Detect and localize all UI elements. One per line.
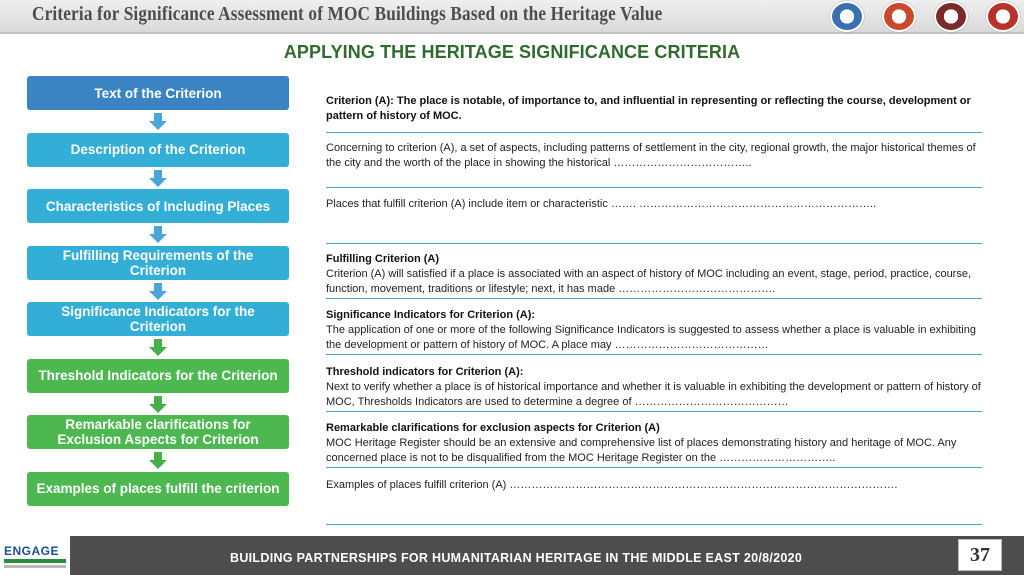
row-heading: Threshold indicators for Criterion (A):	[326, 365, 524, 378]
row-divider	[326, 298, 982, 299]
footer-bar	[0, 536, 1024, 575]
organization-seal-icon	[986, 1, 1020, 32]
down-arrow-icon	[148, 339, 168, 357]
row-text: Criterion (A) will satisfied if a place is associated with an aspect of history of MOC including an event, stage, period, practice, course, function, movement, traditions or lifestyle; next, it has made …………………………………….	[326, 267, 972, 295]
row-divider	[326, 132, 982, 133]
criterion-row	[326, 197, 982, 212]
criterion-row	[326, 478, 982, 493]
logo-stripe	[4, 559, 66, 563]
row-heading: Remarkable clarifications for exclusion aspects for Criterion (A)	[326, 422, 660, 434]
row-text: Places that fulfill criterion (A) include item or characteristic ……. ………………………………………………………..	[326, 198, 877, 210]
row-divider	[326, 524, 982, 525]
criterion-row	[326, 141, 982, 171]
institution-emblem-icon	[830, 1, 864, 32]
down-arrow-icon	[148, 452, 168, 470]
down-arrow-icon	[148, 226, 168, 244]
criterion-row	[326, 94, 982, 124]
row-heading: Criterion (A): The place is notable, of importance to, and influential in representing or reflecting the course, development or pattern of history of MOC.	[326, 95, 971, 122]
row-divider	[326, 243, 982, 244]
slide-subtitle: APPLYING THE HERITAGE SIGNIFICANCE CRITERIA	[283, 42, 741, 62]
header-bar	[0, 0, 1024, 34]
criterion-row	[326, 252, 982, 297]
row-text: Examples of places fulfill criterion (A) …………………………………………………………………………………………….	[326, 478, 898, 491]
down-arrow-icon	[148, 283, 168, 301]
flow-step: Fulfilling Requirements of the Criterion	[27, 246, 289, 280]
row-divider	[326, 187, 982, 188]
criterion-row	[326, 421, 982, 466]
row-heading: Fulfilling Criterion (A)	[326, 252, 440, 265]
row-text: MOC Heritage Register should be an extensive and comprehensive list of places demonstrating history and heritage of MOC. Any concerned place is not to be disqualified from the MOC Heritage Register on the …………………………..	[326, 437, 957, 464]
down-arrow-icon	[148, 396, 168, 414]
footer-text: BUILDING PARTNERSHIPS FOR HUMANITARIAN HERITAGE IN THE MIDDLE EAST 20/8/2020	[230, 551, 803, 565]
row-heading: Significance Indicators for Criterion (A):	[326, 309, 536, 321]
row-text: Next to verify whether a place is of historical importance and whether it is valuable in exhibiting the development or pattern of history of MOC, Thresholds Indicators are used to determine a degree of ……………………………………	[326, 380, 981, 408]
row-divider	[326, 411, 982, 412]
logo-group	[830, 1, 1020, 32]
college-emblem-icon	[934, 1, 968, 32]
flow-step: Significance Indicators for the Criterion	[27, 302, 289, 336]
row-divider	[326, 354, 982, 355]
flow-step: Characteristics of Including Places	[27, 189, 289, 223]
row-text: Concerning to criterion (A), a set of aspects, including patterns of settlement in the city, regional growth, the major historical themes of the city and the worth of the place in showing the historical ………………………………..	[326, 141, 976, 169]
down-arrow-icon	[148, 113, 168, 131]
criterion-row	[326, 365, 982, 410]
engage-logo-text: ENGAGE	[4, 544, 60, 558]
row-divider	[326, 467, 982, 468]
logo-stripe	[4, 565, 66, 568]
flow-step: Examples of places fulfill the criterion	[27, 472, 289, 506]
slide-title: Criteria for Significance Assessment of MOC Buildings Based on the Heritage Value	[32, 3, 663, 25]
university-seal-icon	[882, 1, 916, 32]
page-number: 37	[958, 539, 1002, 571]
criterion-row	[326, 308, 982, 353]
row-text: The application of one or more of the following Significance Indicators is suggested to assess whether a place is valuable in exhibiting the development or pattern of history of MOC. A place may ……………………………………	[326, 324, 976, 351]
flow-step: Threshold Indicators for the Criterion	[27, 359, 289, 393]
down-arrow-icon	[148, 170, 168, 188]
flow-step: Description of the Criterion	[27, 133, 289, 167]
flow-step: Remarkable clarifications for Exclusion Aspects for Criterion	[27, 415, 289, 449]
engage-logo	[0, 536, 70, 575]
flow-step: Text of the Criterion	[27, 76, 289, 110]
